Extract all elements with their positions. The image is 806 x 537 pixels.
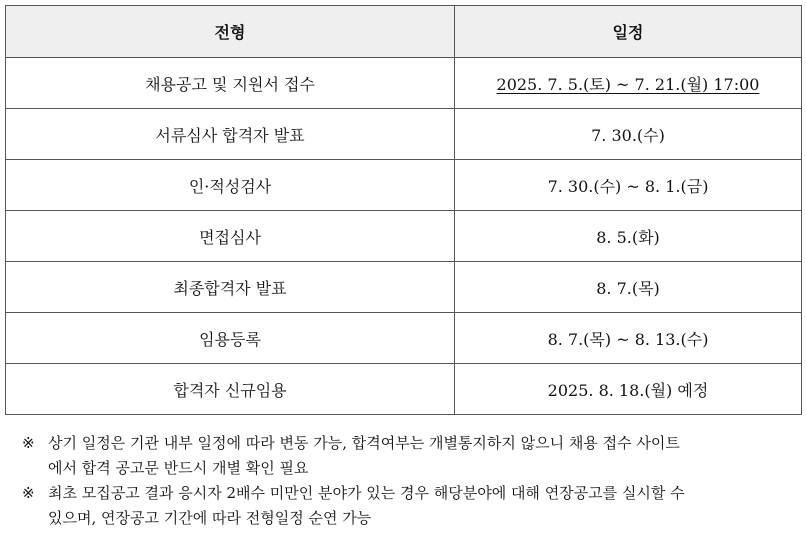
table-row: [6, 211, 802, 262]
table-row: [6, 109, 802, 160]
note-text: [48, 481, 806, 531]
date-cell: 8. 7.(목): [455, 262, 802, 313]
reference-mark-icon: ※: [22, 434, 35, 452]
notes-section: [22, 431, 806, 531]
table-row: [6, 262, 802, 313]
header-date: 일정: [455, 6, 802, 58]
table-row: [6, 364, 802, 415]
table-row: [6, 160, 802, 211]
schedule-table: [5, 5, 802, 415]
date-cell: 7. 30.(수): [455, 109, 802, 160]
table-header-row: [6, 6, 802, 58]
stage-cell: 합격자 신규임용: [6, 364, 455, 415]
date-cell: 7. 30.(수) ~ 8. 1.(금): [455, 160, 802, 211]
stage-cell: 채용공고 및 지원서 접수: [6, 58, 455, 109]
header-stage: 전형: [6, 6, 455, 58]
stage-cell: 임용등록: [6, 313, 455, 364]
date-cell: [455, 58, 802, 109]
reference-mark-icon: ※: [22, 484, 35, 502]
stage-cell: 면접심사: [6, 211, 455, 262]
note-line: 에서 합격 공고문 반드시 개별 확인 필요: [48, 459, 309, 477]
note-line: 있으며, 연장공고 기간에 따라 전형일정 순연 가능: [48, 509, 372, 527]
application-period-text: 2025. 7. 5.(토) ~ 7. 21.(월) 17:00: [496, 74, 760, 94]
note-item: [22, 431, 806, 481]
stage-cell: 최종합격자 발표: [6, 262, 455, 313]
stage-cell: 인·적성검사: [6, 160, 455, 211]
table-row: [6, 313, 802, 364]
note-text: [48, 431, 806, 481]
date-cell: 8. 5.(화): [455, 211, 802, 262]
date-cell: 2025. 8. 18.(월) 예정: [455, 364, 802, 415]
date-cell: 8. 7.(목) ~ 8. 13.(수): [455, 313, 802, 364]
table-row: [6, 58, 802, 109]
stage-cell: 서류심사 합격자 발표: [6, 109, 455, 160]
note-line: 최초 모집공고 결과 응시자 2배수 미만인 분야가 있는 경우 해당분야에 대해 연장공고를 실시할 수: [48, 484, 685, 502]
note-item: [22, 481, 806, 531]
note-line: 상기 일정은 기관 내부 일정에 따라 변동 가능, 합격여부는 개별통지하지 않으니 채용 접수 사이트: [48, 434, 680, 452]
